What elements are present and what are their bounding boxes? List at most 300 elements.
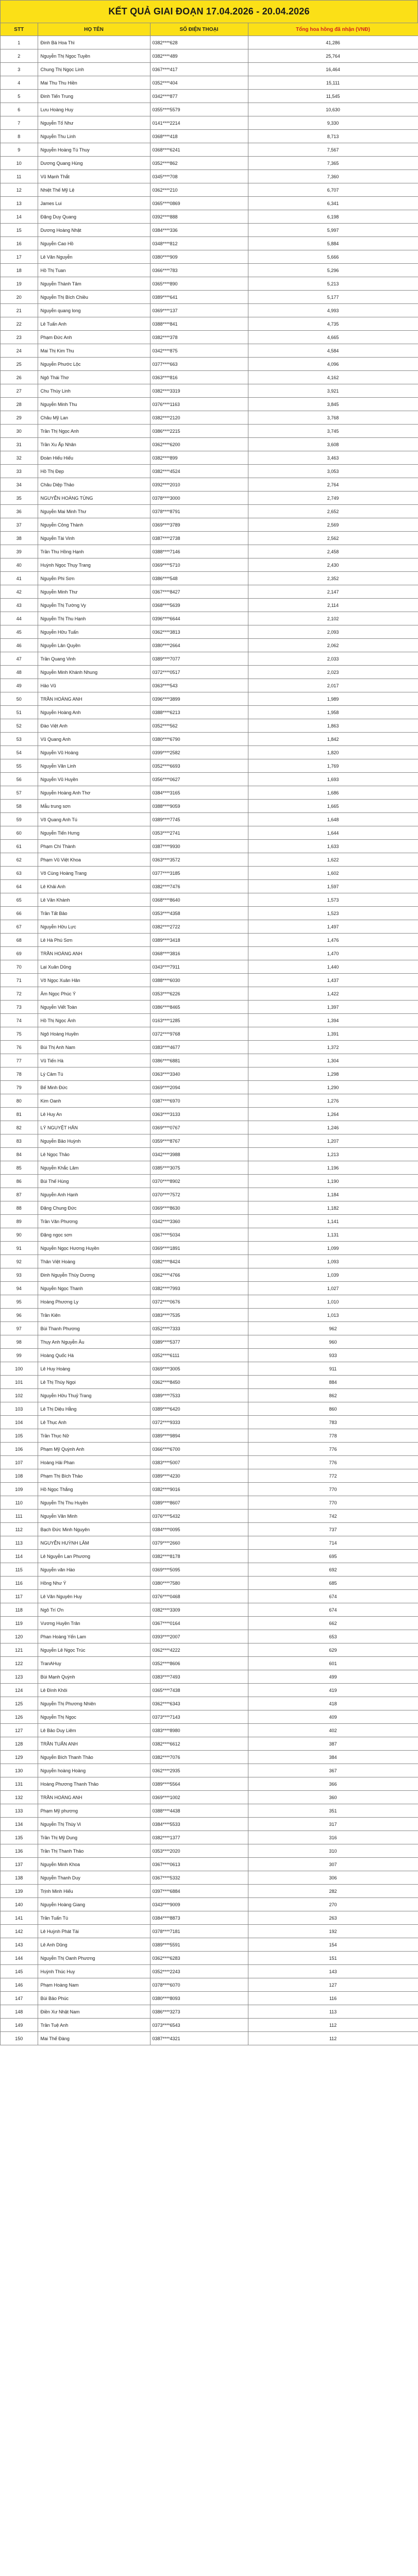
row-phone: 0399****2582: [150, 746, 248, 759]
table-row: [1, 1242, 418, 1255]
row-stt: 120: [1, 1630, 38, 1643]
row-name: Nguyễn Mai Minh Thư: [38, 505, 150, 518]
row-name: Trần Kiên: [38, 1309, 150, 1322]
row-name: Đinh Bá Hoa Thì: [38, 36, 150, 49]
row-stt: 124: [1, 1684, 38, 1697]
row-phone: 0353****6226: [150, 987, 248, 1001]
row-stt: 101: [1, 1376, 38, 1389]
row-name: TRẦN HOÀNG ANH: [38, 1791, 150, 1804]
table-row: [1, 1898, 418, 1911]
row-phone: 0382****6612: [150, 1737, 248, 1751]
row-total-commission: 2,764: [248, 478, 418, 492]
row-phone: 0378****3000: [150, 492, 248, 505]
row-stt: 60: [1, 826, 38, 840]
row-name: Nguyễn Phước Lộc: [38, 358, 150, 371]
row-total-commission: 387: [248, 1737, 418, 1751]
row-phone: 0380****8093: [150, 1992, 248, 2005]
table-row: [1, 103, 418, 116]
row-phone: 0372****9333: [150, 1416, 248, 1429]
table-row: [1, 987, 418, 1001]
row-total-commission: 692: [248, 1563, 418, 1577]
row-total-commission: 2,458: [248, 545, 418, 558]
row-total-commission: 3,463: [248, 451, 418, 465]
row-name: Nguyễn Khắc Lâm: [38, 1161, 150, 1175]
row-phone: 0388****9059: [150, 800, 248, 813]
row-stt: 1: [1, 36, 38, 49]
table-row: [1, 1737, 418, 1751]
row-phone: 0380****2664: [150, 639, 248, 652]
table-row: [1, 358, 418, 371]
table-row: [1, 1148, 418, 1161]
row-stt: 8: [1, 130, 38, 143]
table-row: [1, 304, 418, 317]
row-total-commission: 112: [248, 2032, 418, 2045]
row-total-commission: 1,372: [248, 1041, 418, 1054]
row-stt: 14: [1, 210, 38, 224]
row-total-commission: 7,365: [248, 157, 418, 170]
row-phone: 0389****641: [150, 291, 248, 304]
row-total-commission: 1,131: [248, 1228, 418, 1242]
row-total-commission: 2,352: [248, 572, 418, 585]
row-name: Trần Xu Ấp Nhân: [38, 438, 150, 451]
row-phone: 0378****6070: [150, 1978, 248, 1992]
row-stt: 30: [1, 425, 38, 438]
table-row: [1, 492, 418, 505]
table-row: [1, 947, 418, 960]
row-stt: 7: [1, 116, 38, 130]
row-total-commission: 1,497: [248, 920, 418, 934]
table-row: [1, 1161, 418, 1175]
row-phone: 0362****6200: [150, 438, 248, 451]
row-total-commission: 1,010: [248, 1295, 418, 1309]
row-stt: 118: [1, 1603, 38, 1617]
row-name: Lý Cảm Tú: [38, 1067, 150, 1081]
row-phone: 0362****4222: [150, 1643, 248, 1657]
table-row: [1, 1295, 418, 1309]
row-name: Bùi Mạnh Quỳnh: [38, 1670, 150, 1684]
row-stt: 131: [1, 1777, 38, 1791]
table-row: [1, 1188, 418, 1201]
row-name: Bạch Đức Minh Nguyên: [38, 1523, 150, 1536]
row-name: Trần Quang Vinh: [38, 652, 150, 666]
row-total-commission: 1,633: [248, 840, 418, 853]
row-total-commission: 1,863: [248, 719, 418, 733]
row-total-commission: 4,162: [248, 371, 418, 384]
row-name: Nguyễn Minh Khánh Nhung: [38, 666, 150, 679]
row-total-commission: 351: [248, 1804, 418, 1818]
row-name: Ngô Thái Thơ: [38, 371, 150, 384]
row-phone: 0372****9768: [150, 1027, 248, 1041]
table-row: [1, 1349, 418, 1362]
header-total-commission: Tổng hoa hồng đã nhận (VNĐ): [248, 23, 418, 36]
row-total-commission: 3,053: [248, 465, 418, 478]
row-name: Trần Tuệ Anh: [38, 2019, 150, 2032]
row-phone: 0383****5007: [150, 1456, 248, 1469]
row-stt: 49: [1, 679, 38, 692]
row-stt: 125: [1, 1697, 38, 1710]
row-name: Nguyễn Hữu Thuỷ Trang: [38, 1389, 150, 1402]
row-total-commission: 310: [248, 1844, 418, 1858]
row-total-commission: 1,264: [248, 1108, 418, 1121]
table-row: [1, 1818, 418, 1831]
row-total-commission: 629: [248, 1643, 418, 1657]
row-phone: 0389****8607: [150, 1496, 248, 1510]
row-total-commission: 1,693: [248, 773, 418, 786]
row-phone: 0363****3340: [150, 1067, 248, 1081]
row-phone: 0352****6693: [150, 759, 248, 773]
row-name: Nguyễn quang long: [38, 304, 150, 317]
row-phone: 0382****899: [150, 451, 248, 465]
table-row: [1, 1389, 418, 1402]
row-name: Vũ Mạnh Thắt: [38, 170, 150, 183]
table-row: [1, 331, 418, 344]
table-row: [1, 1309, 418, 1322]
row-phone: 0369****1002: [150, 1791, 248, 1804]
row-total-commission: 1,989: [248, 692, 418, 706]
table-row: [1, 1617, 418, 1630]
table-row: [1, 1670, 418, 1684]
row-name: Hoàng Hải Phan: [38, 1456, 150, 1469]
row-stt: 129: [1, 1751, 38, 1764]
row-stt: 55: [1, 759, 38, 773]
row-total-commission: 282: [248, 1885, 418, 1898]
table-row: [1, 143, 418, 157]
row-name: Trần Tuấn Tú: [38, 1911, 150, 1925]
row-phone: 0382****4524: [150, 465, 248, 478]
row-name: Hồng Như Ý: [38, 1577, 150, 1590]
row-phone: 0383****7493: [150, 1670, 248, 1684]
table-row: [1, 1027, 418, 1041]
table-row: [1, 733, 418, 746]
row-total-commission: 778: [248, 1429, 418, 1443]
row-stt: 50: [1, 692, 38, 706]
row-total-commission: 1,093: [248, 1255, 418, 1268]
row-total-commission: 10,630: [248, 103, 418, 116]
row-name: Đào Việt Anh: [38, 719, 150, 733]
row-phone: 0382****2120: [150, 411, 248, 425]
row-total-commission: 1,013: [248, 1309, 418, 1322]
row-total-commission: 360: [248, 1791, 418, 1804]
row-total-commission: 5,997: [248, 224, 418, 237]
table-row: [1, 2005, 418, 2019]
table-row: [1, 505, 418, 518]
row-phone: 0367****8427: [150, 585, 248, 599]
row-total-commission: 263: [248, 1911, 418, 1925]
row-total-commission: 3,745: [248, 425, 418, 438]
row-name: Võ Cùng Hoàng Trang: [38, 867, 150, 880]
row-stt: 80: [1, 1094, 38, 1108]
row-stt: 47: [1, 652, 38, 666]
row-stt: 65: [1, 893, 38, 907]
table-row: [1, 465, 418, 478]
row-total-commission: 601: [248, 1657, 418, 1670]
row-total-commission: 1,686: [248, 786, 418, 800]
table-row: [1, 1067, 418, 1081]
table-row: [1, 893, 418, 907]
row-stt: 53: [1, 733, 38, 746]
row-name: Nguyễn Thu Linh: [38, 130, 150, 143]
row-stt: 140: [1, 1898, 38, 1911]
row-name: Lê Vân Khánh: [38, 893, 150, 907]
row-phone: 0363****3133: [150, 1108, 248, 1121]
header-name: HỌ TÊN: [38, 23, 150, 36]
row-phone: 0388****6213: [150, 706, 248, 719]
table-row: [1, 1630, 418, 1643]
row-total-commission: 1,290: [248, 1081, 418, 1094]
row-phone: 0353****2741: [150, 826, 248, 840]
row-stt: 111: [1, 1510, 38, 1523]
row-name: NGUYỄN HUỲNH LÂM: [38, 1536, 150, 1550]
table-row: [1, 1108, 418, 1121]
row-phone: 0362****3813: [150, 625, 248, 639]
row-stt: 145: [1, 1965, 38, 1978]
row-phone: 0382****8424: [150, 1255, 248, 1268]
row-name: Chung Thị Ngọc Linh: [38, 63, 150, 76]
row-stt: 100: [1, 1362, 38, 1376]
table-row: [1, 719, 418, 733]
row-total-commission: 662: [248, 1617, 418, 1630]
row-name: NGUYỄN HOÀNG TÙNG: [38, 492, 150, 505]
row-name: Chu Thùy Linh: [38, 384, 150, 398]
row-total-commission: 2,749: [248, 492, 418, 505]
table-row: [1, 853, 418, 867]
row-stt: 96: [1, 1309, 38, 1322]
row-stt: 62: [1, 853, 38, 867]
row-name: Trần Thị Thanh Thảo: [38, 1844, 150, 1858]
row-total-commission: 4,735: [248, 317, 418, 331]
row-name: Nguyễn Lê Ngọc Trúc: [38, 1643, 150, 1657]
table-row: [1, 451, 418, 465]
row-total-commission: 685: [248, 1577, 418, 1590]
row-stt: 144: [1, 1952, 38, 1965]
row-total-commission: 674: [248, 1590, 418, 1603]
row-stt: 10: [1, 157, 38, 170]
row-phone: 0382****9016: [150, 1483, 248, 1496]
row-stt: 84: [1, 1148, 38, 1161]
row-stt: 103: [1, 1402, 38, 1416]
table-row: [1, 1791, 418, 1804]
row-total-commission: 742: [248, 1510, 418, 1523]
table-row: [1, 800, 418, 813]
table-row: [1, 1376, 418, 1389]
row-name: Lê Văn Nguyễn: [38, 250, 150, 264]
row-phone: 0363****3572: [150, 853, 248, 867]
row-phone: 0386****6881: [150, 1054, 248, 1067]
table-row: [1, 1643, 418, 1657]
row-total-commission: 2,102: [248, 612, 418, 625]
row-phone: 0383****8980: [150, 1724, 248, 1737]
row-name: Trần Thu Hồng Hạnh: [38, 545, 150, 558]
row-total-commission: 862: [248, 1389, 418, 1402]
row-phone: 0368****3816: [150, 947, 248, 960]
table-row: [1, 1094, 418, 1108]
row-phone: 0355****5579: [150, 103, 248, 116]
row-name: Phạm Chí Thành: [38, 840, 150, 853]
table-row: [1, 1710, 418, 1724]
row-phone: 0389****7077: [150, 652, 248, 666]
table-row: [1, 1925, 418, 1938]
table-row: [1, 759, 418, 773]
row-stt: 127: [1, 1724, 38, 1737]
row-name: Lê Thục Anh: [38, 1416, 150, 1429]
row-stt: 2: [1, 49, 38, 63]
row-phone: 0383****7535: [150, 1309, 248, 1322]
table-row: [1, 317, 418, 331]
table-row: [1, 170, 418, 183]
row-phone: 0389****4230: [150, 1469, 248, 1483]
row-name: TRẦN TUẤN ANH: [38, 1737, 150, 1751]
row-phone: 0393****2007: [150, 1630, 248, 1643]
table-row: [1, 786, 418, 800]
row-stt: 41: [1, 572, 38, 585]
row-phone: 0368****6241: [150, 143, 248, 157]
row-phone: 0365****7438: [150, 1684, 248, 1697]
row-phone: 0352****8606: [150, 1657, 248, 1670]
row-phone: 0352****7333: [150, 1322, 248, 1335]
row-total-commission: 3,608: [248, 438, 418, 451]
row-total-commission: 4,096: [248, 358, 418, 371]
row-total-commission: 5,296: [248, 264, 418, 277]
row-phone: 0382****489: [150, 49, 248, 63]
row-total-commission: 307: [248, 1858, 418, 1871]
row-phone: 0386****8465: [150, 1001, 248, 1014]
row-phone: 0369****3005: [150, 1362, 248, 1376]
row-phone: 0369****1891: [150, 1242, 248, 1255]
row-stt: 4: [1, 76, 38, 90]
row-total-commission: 1,602: [248, 867, 418, 880]
row-name: Châu Diệp Thảo: [38, 478, 150, 492]
row-stt: 133: [1, 1804, 38, 1818]
row-total-commission: 4,993: [248, 304, 418, 317]
table-row: [1, 1014, 418, 1027]
row-name: Nguyễn Thanh Duy: [38, 1871, 150, 1885]
row-total-commission: 1,820: [248, 746, 418, 759]
row-total-commission: 770: [248, 1483, 418, 1496]
table-row: [1, 1978, 418, 1992]
row-name: Trần Tất Bảo: [38, 907, 150, 920]
row-name: Nguyễn Anh Hạnh: [38, 1188, 150, 1201]
row-name: Hồ Thị Đẹp: [38, 465, 150, 478]
row-phone: 0378****8791: [150, 505, 248, 518]
row-total-commission: 2,093: [248, 625, 418, 639]
row-name: Đặng ngọc sơn: [38, 1228, 150, 1242]
row-total-commission: 776: [248, 1443, 418, 1456]
header-phone: SỐ ĐIỆN THOẠI: [150, 23, 248, 36]
row-stt: 57: [1, 786, 38, 800]
table-row: [1, 1456, 418, 1469]
row-name: Phan Hoàng Yến Lam: [38, 1630, 150, 1643]
row-phone: 0362****6343: [150, 1697, 248, 1710]
row-total-commission: 25,764: [248, 49, 418, 63]
row-total-commission: 1,769: [248, 759, 418, 773]
row-stt: 98: [1, 1335, 38, 1349]
row-phone: 0388****7146: [150, 545, 248, 558]
table-row: [1, 1255, 418, 1268]
row-phone: 0376****1163: [150, 398, 248, 411]
table-row: [1, 1322, 418, 1335]
row-stt: 106: [1, 1443, 38, 1456]
row-stt: 64: [1, 880, 38, 893]
row-name: Thân Việt Hoàng: [38, 1255, 150, 1268]
row-phone: 0363****543: [150, 679, 248, 692]
row-stt: 32: [1, 451, 38, 465]
row-phone: 0373****6543: [150, 2019, 248, 2032]
row-total-commission: 1,476: [248, 934, 418, 947]
table-row: [1, 76, 418, 90]
row-stt: 46: [1, 639, 38, 652]
row-stt: 56: [1, 773, 38, 786]
table-row: [1, 1215, 418, 1228]
row-total-commission: 2,062: [248, 639, 418, 652]
row-total-commission: 2,114: [248, 599, 418, 612]
table-row: [1, 1469, 418, 1483]
row-name: Đinh Tiến Trung: [38, 90, 150, 103]
row-total-commission: 1,958: [248, 706, 418, 719]
row-phone: 0389****6420: [150, 1402, 248, 1416]
row-stt: 99: [1, 1349, 38, 1362]
row-stt: 135: [1, 1831, 38, 1844]
row-name: Đinh Nguyễn Thùy Dương: [38, 1268, 150, 1282]
table-row: [1, 1724, 418, 1737]
row-total-commission: 15,111: [248, 76, 418, 90]
row-name: Lê Huy Hoàng: [38, 1362, 150, 1376]
row-name: Nguyễn Hoàng Anh Thơ: [38, 786, 150, 800]
row-name: Hồ Ngọc Thắng: [38, 1483, 150, 1496]
row-stt: 52: [1, 719, 38, 733]
row-stt: 112: [1, 1523, 38, 1536]
row-stt: 108: [1, 1469, 38, 1483]
row-stt: 117: [1, 1590, 38, 1603]
table-row: [1, 1402, 418, 1416]
row-total-commission: 5,213: [248, 277, 418, 291]
row-stt: 88: [1, 1201, 38, 1215]
row-phone: 0163****1285: [150, 1014, 248, 1027]
table-row: [1, 813, 418, 826]
row-name: Phạm Mỹ phương: [38, 1804, 150, 1818]
row-name: Nguyễn Văn Linh: [38, 759, 150, 773]
row-name: Nguyễn Tiến Hưng: [38, 826, 150, 840]
row-total-commission: 367: [248, 1764, 418, 1777]
table-row: [1, 679, 418, 692]
row-stt: 72: [1, 987, 38, 1001]
row-stt: 90: [1, 1228, 38, 1242]
row-total-commission: 783: [248, 1416, 418, 1429]
table-row: [1, 1443, 418, 1456]
row-total-commission: 2,033: [248, 652, 418, 666]
row-stt: 143: [1, 1938, 38, 1952]
row-total-commission: 1,397: [248, 1001, 418, 1014]
table-row: [1, 1175, 418, 1188]
row-total-commission: 7,360: [248, 170, 418, 183]
row-total-commission: 5,177: [248, 291, 418, 304]
row-total-commission: 270: [248, 1898, 418, 1911]
table-row: [1, 773, 418, 786]
row-name: Nguyễn Lân Quyền: [38, 639, 150, 652]
row-phone: 0389****7533: [150, 1389, 248, 1402]
row-total-commission: 911: [248, 1362, 418, 1376]
row-phone: 0377****3185: [150, 867, 248, 880]
row-stt: 91: [1, 1242, 38, 1255]
row-name: Huỳnh Ngọc Thụy Trang: [38, 558, 150, 572]
row-name: Nguyễn Thị Ngọc Tuyền: [38, 49, 150, 63]
row-stt: 29: [1, 411, 38, 425]
row-total-commission: 2,569: [248, 518, 418, 532]
row-phone: 0372****0517: [150, 666, 248, 679]
row-total-commission: 151: [248, 1952, 418, 1965]
row-stt: 70: [1, 960, 38, 974]
row-total-commission: 960: [248, 1335, 418, 1349]
table-row: [1, 746, 418, 759]
